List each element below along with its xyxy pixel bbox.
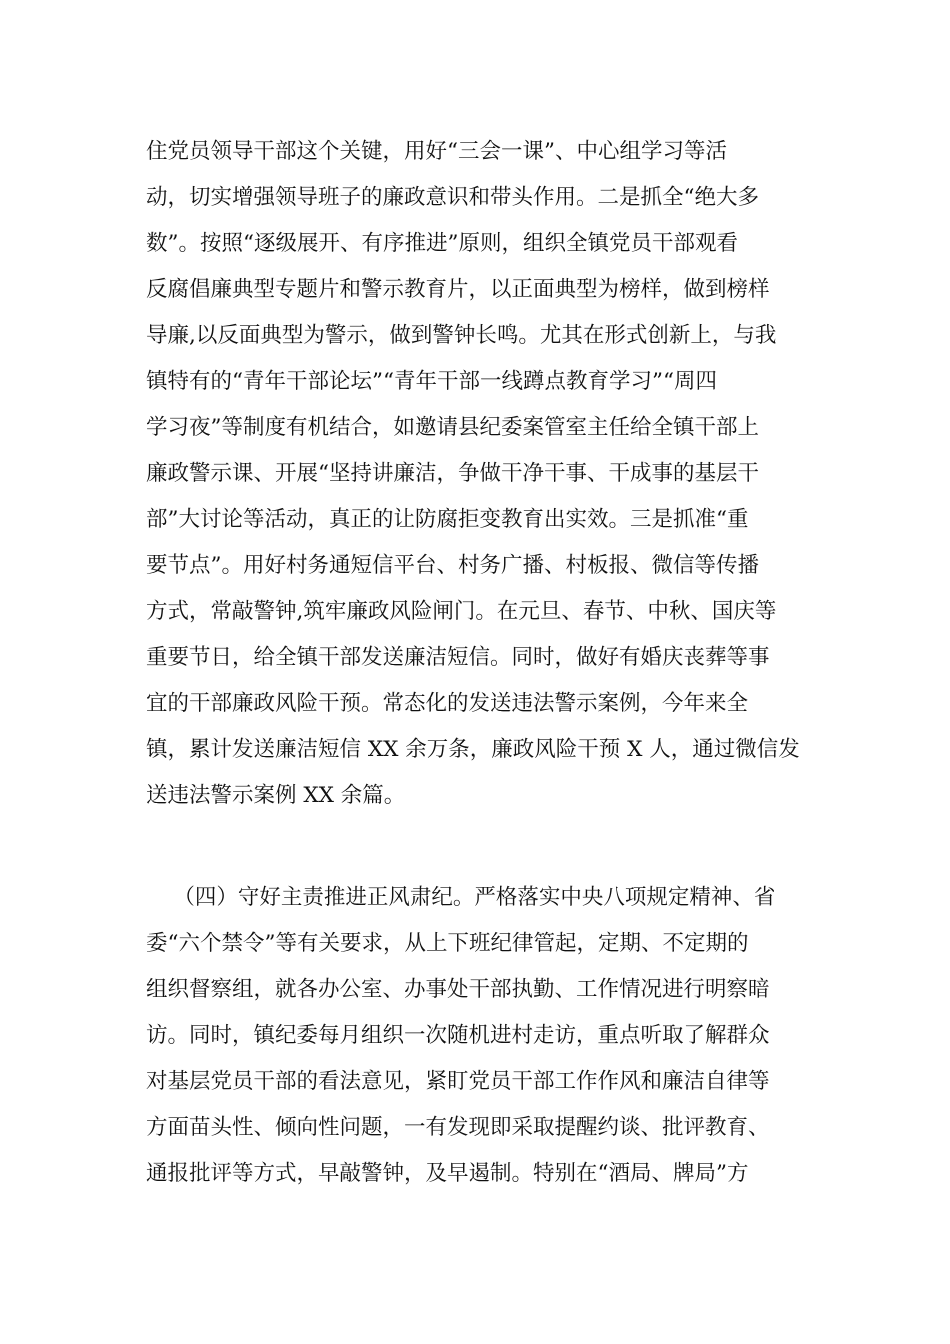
text-line: 住党员领导干部这个关键，用好“三会一课”、中心组学习等活 bbox=[146, 139, 727, 164]
text-line: 学习夜”等制度有机结合，如邀请县纪委案管室主任给全镇干部上 bbox=[146, 415, 759, 440]
text-line: 数”。按照“逐级展开、有序推进”原则，组织全镇党员干部观看 bbox=[146, 231, 738, 256]
text-line: 动，切实增强领导班子的廉政意识和带头作用。二是抓全“绝大多 bbox=[146, 185, 759, 210]
text-line: 部”大讨论等活动，真正的让防腐拒变教育出实效。三是抓准“重 bbox=[146, 507, 749, 532]
text-line: 重要节日，给全镇干部发送廉洁短信。同时，做好有婚庆丧葬等事 bbox=[146, 645, 770, 670]
text-line: 镇特有的“青年干部论坛”“青年干部一线蹲点教育学习”“周四 bbox=[146, 369, 717, 394]
text-line: 通报批评等方式，早敲警钟，及早遏制。特别在“酒局、牌局”方 bbox=[146, 1161, 749, 1186]
text-line: 访。同时，镇纪委每月组织一次随机进村走访，重点听取了解群众 bbox=[146, 1023, 770, 1048]
text-line: 导廉,以反面典型为警示，做到警钟长鸣。尤其在形式创新上，与我 bbox=[146, 323, 777, 348]
paragraph-1 bbox=[146, 129, 808, 819]
text-line: 要节点”。用好村务通短信平台、村务广播、村板报、微信等传播 bbox=[146, 553, 759, 578]
text-line: 镇，累计发送廉洁短信 XX 余万条，廉政风险干预 X 人，通过微信发 bbox=[146, 737, 800, 762]
text-line: 反腐倡廉典型专题片和警示教育片，以正面典型为榜样，做到榜样 bbox=[146, 277, 770, 302]
text-line: 委“六个禁令”等有关要求，从上下班纪律管起，定期、不定期的 bbox=[146, 931, 749, 956]
text-line: （四）守好主责推进正风肃纪。严格落实中央八项规定精神、省 bbox=[146, 885, 776, 910]
text-line: 送违法警示案例 XX 余篇。 bbox=[146, 783, 406, 808]
text-line: 组织督察组，就各办公室、办事处干部执勤、工作情况进行明察暗 bbox=[146, 977, 770, 1002]
paragraph-2 bbox=[146, 875, 808, 1197]
text-line: 方式，常敲警钟,筑牢廉政风险闸门。在元旦、春节、中秋、国庆等 bbox=[146, 599, 777, 624]
text-line: 宜的干部廉政风险干预。常态化的发送违法警示案例，今年来全 bbox=[146, 691, 749, 716]
text-line: 对基层党员干部的看法意见，紧盯党员干部工作作风和廉洁自律等 bbox=[146, 1069, 770, 1094]
text-line: 廉政警示课、开展“坚持讲廉洁，争做干净干事、干成事的基层干 bbox=[146, 461, 759, 486]
text-line: 方面苗头性、倾向性问题，一有发现即采取提醒约谈、批评教育、 bbox=[146, 1115, 770, 1140]
